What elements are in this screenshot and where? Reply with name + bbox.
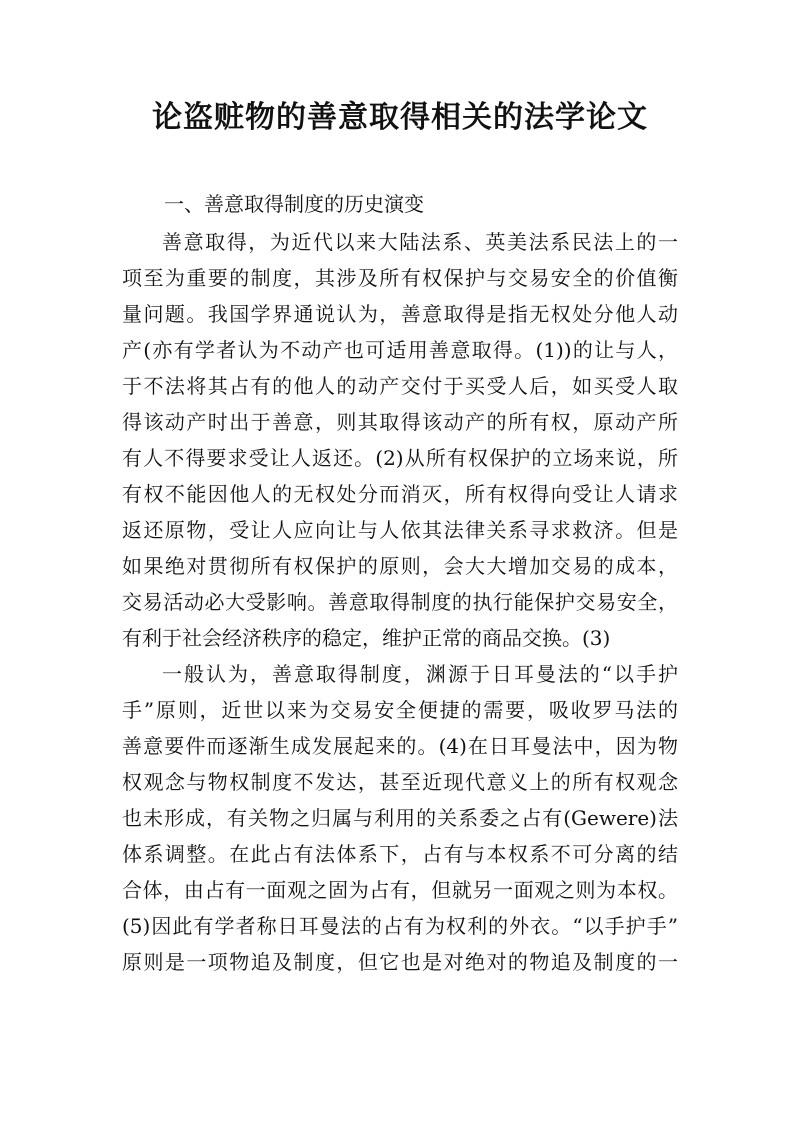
text-line: 有利于社会经济秩序的稳定，维护正常的商品交换。(3) bbox=[122, 626, 611, 650]
text-line: 手”原则，近世以来为交易安全便捷的需要，吸收罗马法的 bbox=[122, 698, 678, 722]
section-heading: 一、善意取得制度的历史演变 bbox=[164, 192, 424, 216]
text-line: 合体，由占有一面观之固为占有，但就另一面观之则为本权。 bbox=[122, 878, 678, 902]
text-line: 产(亦有学者认为不动产也可适用善意取得。(1))的让与人， bbox=[122, 338, 678, 362]
text-line: 原则是一项物追及制度，但它也是对绝对的物追及制度的一 bbox=[122, 950, 678, 974]
text-line: 权观念与物权制度不发达，甚至近现代意义上的所有权观念 bbox=[122, 770, 678, 794]
text-line: 交易活动必大受影响。善意取得制度的执行能保护交易安全， bbox=[122, 590, 678, 614]
text-line: 也未形成，有关物之归属与利用的关系委之占有(Gewere)法 bbox=[122, 806, 678, 830]
text-line: 善意要件而逐渐生成发展起来的。(4)在日耳曼法中，因为物 bbox=[122, 734, 678, 758]
text-line: 项至为重要的制度，其涉及所有权保护与交易安全的价值衡 bbox=[122, 266, 678, 290]
text-line: 量问题。我国学界通说认为，善意取得是指无权处分他人动 bbox=[122, 302, 678, 326]
text-line: 得该动产时出于善意，则其取得该动产的所有权，原动产所 bbox=[122, 410, 678, 434]
text-line: (5)因此有学者称日耳曼法的占有为权利的外衣。“以手护手” bbox=[122, 914, 678, 938]
text-line: 如果绝对贯彻所有权保护的原则，会大大增加交易的成本， bbox=[122, 554, 678, 578]
text-line: 有权不能因他人的无权处分而消灭，所有权得向受让人请求 bbox=[122, 482, 678, 506]
text-line: 一般认为，善意取得制度，渊源于日耳曼法的“以手护 bbox=[162, 662, 678, 686]
paragraph-1 bbox=[122, 224, 678, 656]
text-line: 于不法将其占有的他人的动产交付于买受人后，如买受人取 bbox=[122, 374, 678, 398]
text-line: 有人不得要求受让人返还。(2)从所有权保护的立场来说，所 bbox=[122, 446, 678, 470]
document-body bbox=[122, 224, 678, 980]
text-line: 返还原物，受让人应向让与人依其法律关系寻求救济。但是 bbox=[122, 518, 678, 542]
paragraph-2 bbox=[122, 656, 678, 980]
text-line: 体系调整。在此占有法体系下，占有与本权系不可分离的结 bbox=[122, 842, 678, 866]
text-line: 善意取得，为近代以来大陆法系、英美法系民法上的一 bbox=[162, 230, 678, 254]
document-title: 论盗赃物的善意取得相关的法学论文 bbox=[152, 100, 648, 135]
